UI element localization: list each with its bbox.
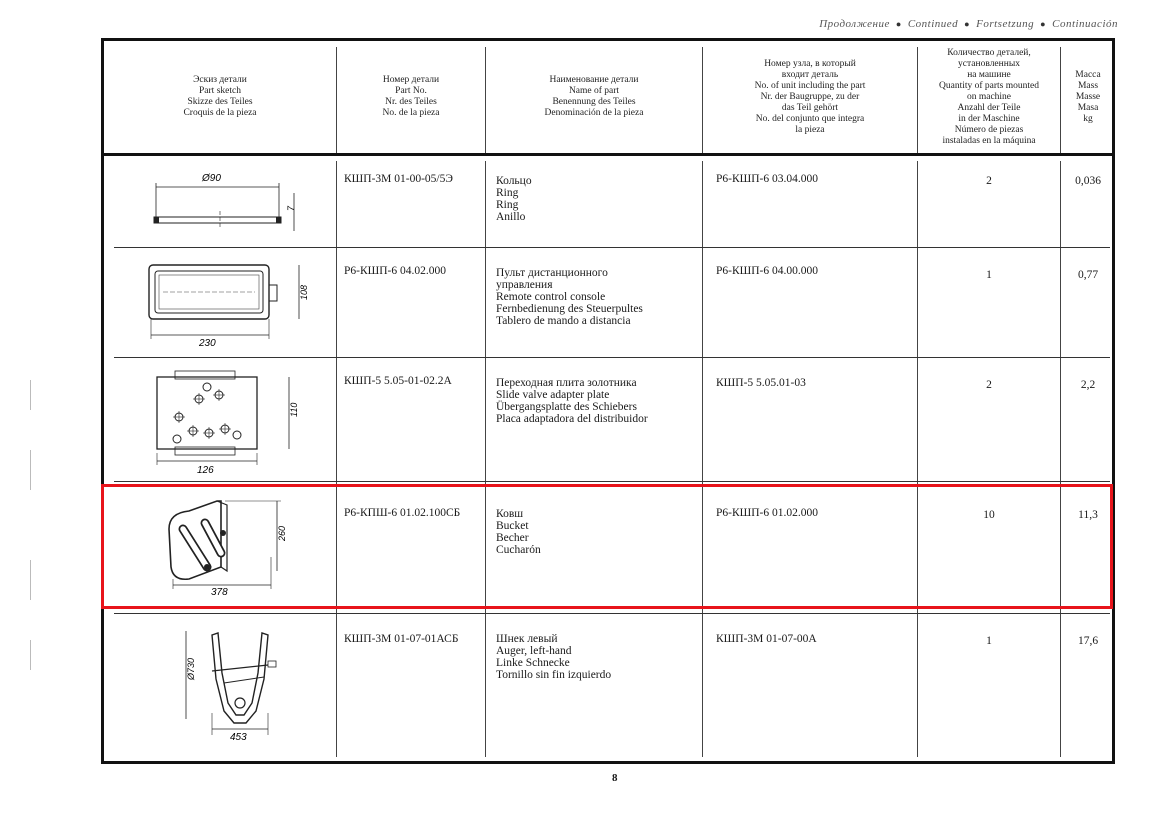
part-no: КШП-3М 01-07-01АСБ [344, 633, 459, 645]
scan-mark [30, 560, 31, 600]
table-header [104, 41, 1112, 156]
row-divider [114, 481, 1110, 482]
svg-text:126: 126 [197, 465, 214, 476]
parts-table [101, 38, 1115, 764]
row-divider [114, 247, 1110, 248]
row-divider [114, 357, 1110, 358]
part-no: Р6-КПШ-6 01.02.100СБ [344, 507, 461, 519]
part-no: КШП-5 5.05-01-02.2А [344, 375, 452, 387]
header-unit-no: Номер узла, в который входит деталь No. of unit including the part Nr. der Baugruppe, zu der das Teil gehört No. del conjunto que integra la pieza [754, 58, 866, 135]
unit-no: Р6-КШП-6 01.02.000 [716, 507, 819, 519]
quantity: 1 [986, 635, 992, 647]
table-row [104, 159, 1112, 247]
part-name: Пульт дистанционного управления Remote control console Fernbedienung des Steuerpultes Tablero de mando a distancia [496, 267, 643, 327]
svg-text:453: 453 [230, 732, 247, 741]
svg-text:Ø730: Ø730 [186, 657, 196, 680]
header-mass: Масса Mass Masse Masa kg [1075, 69, 1101, 124]
svg-text:230: 230 [199, 338, 216, 349]
scan-mark [30, 450, 31, 490]
mass: 11,3 [1078, 509, 1098, 521]
continued-label [819, 18, 1118, 30]
header-part-no: Номер детали Part No. Nr. des Teiles No. de la pieza [382, 75, 440, 118]
page-number: 8 [612, 772, 618, 784]
part-name: Ковш Bucket Becher Cucharón [496, 508, 541, 556]
unit-no: КШП-5 5.05.01-03 [716, 377, 806, 389]
row-divider [114, 613, 1110, 614]
mass: 2,2 [1080, 379, 1096, 391]
table-row [104, 361, 1112, 481]
auger-sketch [164, 623, 324, 741]
bullet-icon: ● [964, 19, 971, 29]
mass: 0,036 [1075, 175, 1101, 187]
quantity: 10 [983, 509, 995, 521]
mass: 0,77 [1077, 269, 1099, 281]
mass: 17,6 [1077, 635, 1099, 647]
svg-text:378: 378 [211, 587, 228, 597]
part-name: Переходная плита золотника Slide valve adapter plate Übergangsplatte des Schiebers Placa adaptadora del distribuidor [496, 377, 648, 425]
part-no: КШП-3М 01-00-05/5Э [344, 173, 453, 185]
adapter-plate-sketch [149, 369, 319, 479]
continued-de: Fortsetzung [976, 18, 1035, 30]
ring-sketch [144, 167, 314, 237]
header-quantity: Количество деталей, установленных на машине Quantity of parts mounted on machine Anzahl der Teile in der Maschine Número de piezas instaladas en la máquina [939, 47, 1039, 146]
quantity: 1 [986, 269, 992, 281]
scan-mark [30, 640, 31, 670]
svg-text:Ø90: Ø90 [202, 173, 221, 184]
highlighted-row-box [101, 484, 1113, 609]
part-name: Кольцо Ring Ring Anillo [496, 175, 532, 223]
header-name: Наименование детали Name of part Benennung des Teiles Denominación de la pieza [544, 75, 644, 118]
console-sketch [139, 259, 319, 349]
continued-es: Continuación [1052, 18, 1118, 30]
unit-no: КШП-3М 01-07-00А [716, 633, 817, 645]
quantity: 2 [986, 175, 992, 187]
part-no: Р6-КШП-6 04.02.000 [344, 265, 447, 277]
bullet-icon: ● [895, 19, 902, 29]
svg-text:108: 108 [299, 284, 309, 300]
table-row [104, 617, 1112, 757]
quantity: 2 [986, 379, 992, 391]
svg-text:110: 110 [289, 402, 299, 417]
svg-text:7: 7 [286, 205, 296, 211]
unit-no: Р6-КШП-6 03.04.000 [716, 173, 819, 185]
scan-mark [30, 380, 31, 410]
bullet-icon: ● [1040, 19, 1047, 29]
header-sketch: Эскиз детали Part sketch Skizze des Teiles Croquis de la pieza [183, 75, 257, 118]
continued-en: Continued [907, 18, 959, 30]
part-name: Шнек левый Auger, left-hand Linke Schnecke Tornillo sin fin izquierdo [496, 633, 612, 681]
svg-text:260: 260 [277, 525, 287, 541]
continued-ru: Продолжение [819, 18, 890, 30]
table-row [104, 251, 1112, 357]
unit-no: Р6-КШП-6 04.00.000 [716, 265, 819, 277]
